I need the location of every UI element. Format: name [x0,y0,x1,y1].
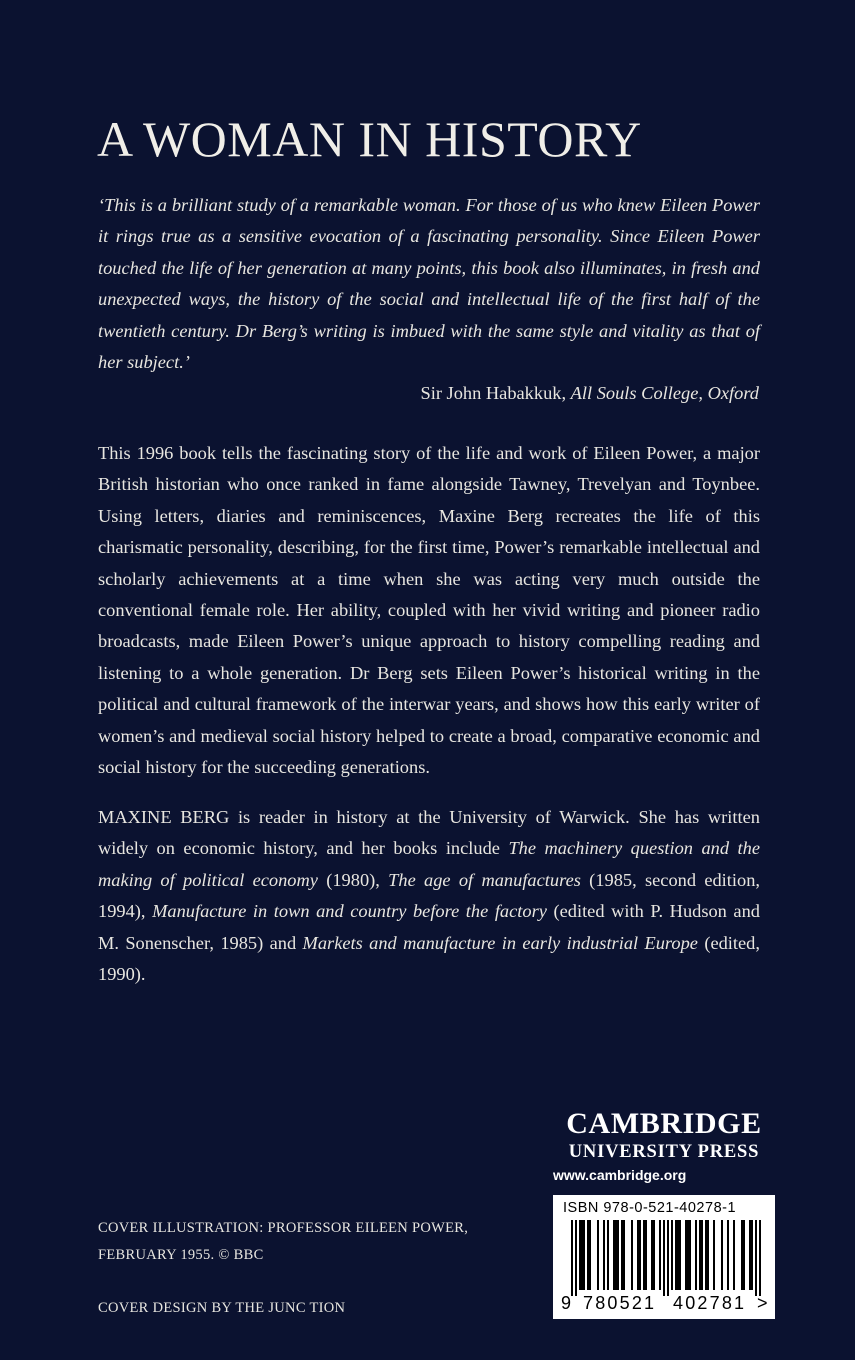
barcode-bar [751,1220,753,1290]
barcode-guard-bar [663,1220,665,1296]
quote-attribution [420,378,759,409]
bio-intro: MAXINE BERG is reader in history at the University of Warwick. She has written widely on economic history, and her books include [98,807,760,859]
bio-book-4: Markets and manufacture in early industrial Europe [302,932,698,953]
bio-text-2: (1980), [317,869,389,890]
barcode-bar [615,1220,617,1290]
barcode-bar [651,1220,653,1290]
attribution-name: Sir John Habakkuk, [420,383,571,403]
barcode-guard-bar [571,1220,573,1296]
barcode-bar [643,1220,645,1290]
barcode-guard-bar [759,1220,761,1296]
review-quote: ‘This is a brilliant study of a remarkable woman. For those of us who knew Eileen Power it rings true as a sensitive evocation of a fascinating personality. Since Eileen Power touched the life of her generation at many points, this book also illuminates, in fresh and unexpected ways, the history of the social and intellectual life of the first half of the twentieth century. Dr Berg’s writing is imbued with the same style and vitality as that of her subject.’ [98,195,760,373]
bio-book-1: The machinery question and the making of political economy [98,838,760,890]
barcode-bar [583,1220,585,1290]
barcode-bar [659,1220,661,1290]
bio-text-5: (edited, 1990). [98,932,760,985]
publisher-subtitle: UNIVERSITY PRESS [568,1142,760,1162]
barcode-bar [645,1220,647,1290]
barcode-bar [741,1220,743,1290]
book-title: A WOMAN IN HISTORY [97,111,642,167]
barcode-bar [597,1220,599,1290]
barcode-bar [631,1220,633,1290]
barcode-bar [637,1220,639,1290]
barcode-guard-bar [667,1220,669,1296]
barcode-bar [589,1220,591,1290]
barcode-bar [579,1220,581,1290]
barcode-bars [553,1220,775,1296]
barcode-bar [639,1220,641,1290]
book-description: This 1996 book tells the fascinating story of the life and work of Eileen Power, a major British historian who once ranked in fame alongside Tawney, Trevelyan and Toynbee. Using letters, diaries and reminiscences, Maxine Berg recreates the life of this charismatic personality, describing, for the first time, Power’s remarkable intellectual and scholarly achievements at a time when she was acting very much outside the conventional female role. Her ability, coupled with her vivid writing and pioneer radio broadcasts, made Eileen Power’s unique approach to history compelling reading and listening to a whole generation. Dr Berg sets Eileen Power’s historical writing in the political and cultural framework of the interwar years, and shows how this early writer of women’s and medieval social history helped to create a broad, comparative economic and social history for the succeeding generations. [98,443,760,778]
barcode-bar [617,1220,619,1290]
barcode-bar [707,1220,709,1290]
barcode-bar [743,1220,745,1290]
barcode-bar [653,1220,655,1290]
barcode-bar [587,1220,589,1290]
publisher-name: CAMBRIDGE [566,1107,762,1140]
barcode-bar [695,1220,697,1290]
barcode-guard-bar [575,1220,577,1296]
barcode-bar [721,1220,723,1290]
barcode-bar [679,1220,681,1290]
bio-book-2: The age of manufactures [388,869,581,890]
publisher-logo [553,1107,775,1186]
isbn-label: ISBN 978-0-521-40278-1 [563,1200,737,1216]
barcode-bar [607,1220,609,1290]
isbn-barcode [553,1195,775,1319]
barcode-bar [677,1220,679,1290]
barcode-lead-digit: 9 [561,1293,572,1313]
barcode-end-mark: > [757,1293,768,1313]
bio-book-3: Manufacture in town and country before the factory [152,901,547,922]
cover-illustration-credit: COVER ILLUSTRATION: PROFESSOR EILEEN POWER, FEBRUARY 1955. © BBC [98,1220,469,1263]
author-bio [98,802,760,990]
barcode-bar [699,1220,701,1290]
barcode-right-group: 402781 [673,1293,747,1313]
barcode-bar [687,1220,689,1290]
cover-design-credit: COVER DESIGN BY THE JUNC TION [98,1300,346,1316]
barcode-bar [705,1220,707,1290]
barcode-bar [749,1220,751,1290]
barcode-bar [623,1220,625,1290]
barcode-bar [733,1220,735,1290]
barcode-bar [727,1220,729,1290]
barcode-bar [701,1220,703,1290]
barcode-bar [671,1220,673,1290]
barcode-bar [603,1220,605,1290]
barcode-bar [713,1220,715,1290]
bio-text-3: (1985, second edition, 1994), [98,869,760,922]
barcode-bar [685,1220,687,1290]
barcode-bar [581,1220,583,1290]
barcode-left-group: 780521 [583,1293,657,1313]
bio-text-4: (edited with P. Hudson and M. Sonenscher, 1985) and [98,901,760,953]
barcode-bar [689,1220,691,1290]
attribution-institution: All Souls College, Oxford [570,383,759,403]
barcode-guard-bar [755,1220,757,1296]
barcode-bar [621,1220,623,1290]
publisher-website[interactable]: www.cambridge.org [553,1167,687,1183]
barcode-bar [613,1220,615,1290]
barcode-bar [675,1220,677,1290]
